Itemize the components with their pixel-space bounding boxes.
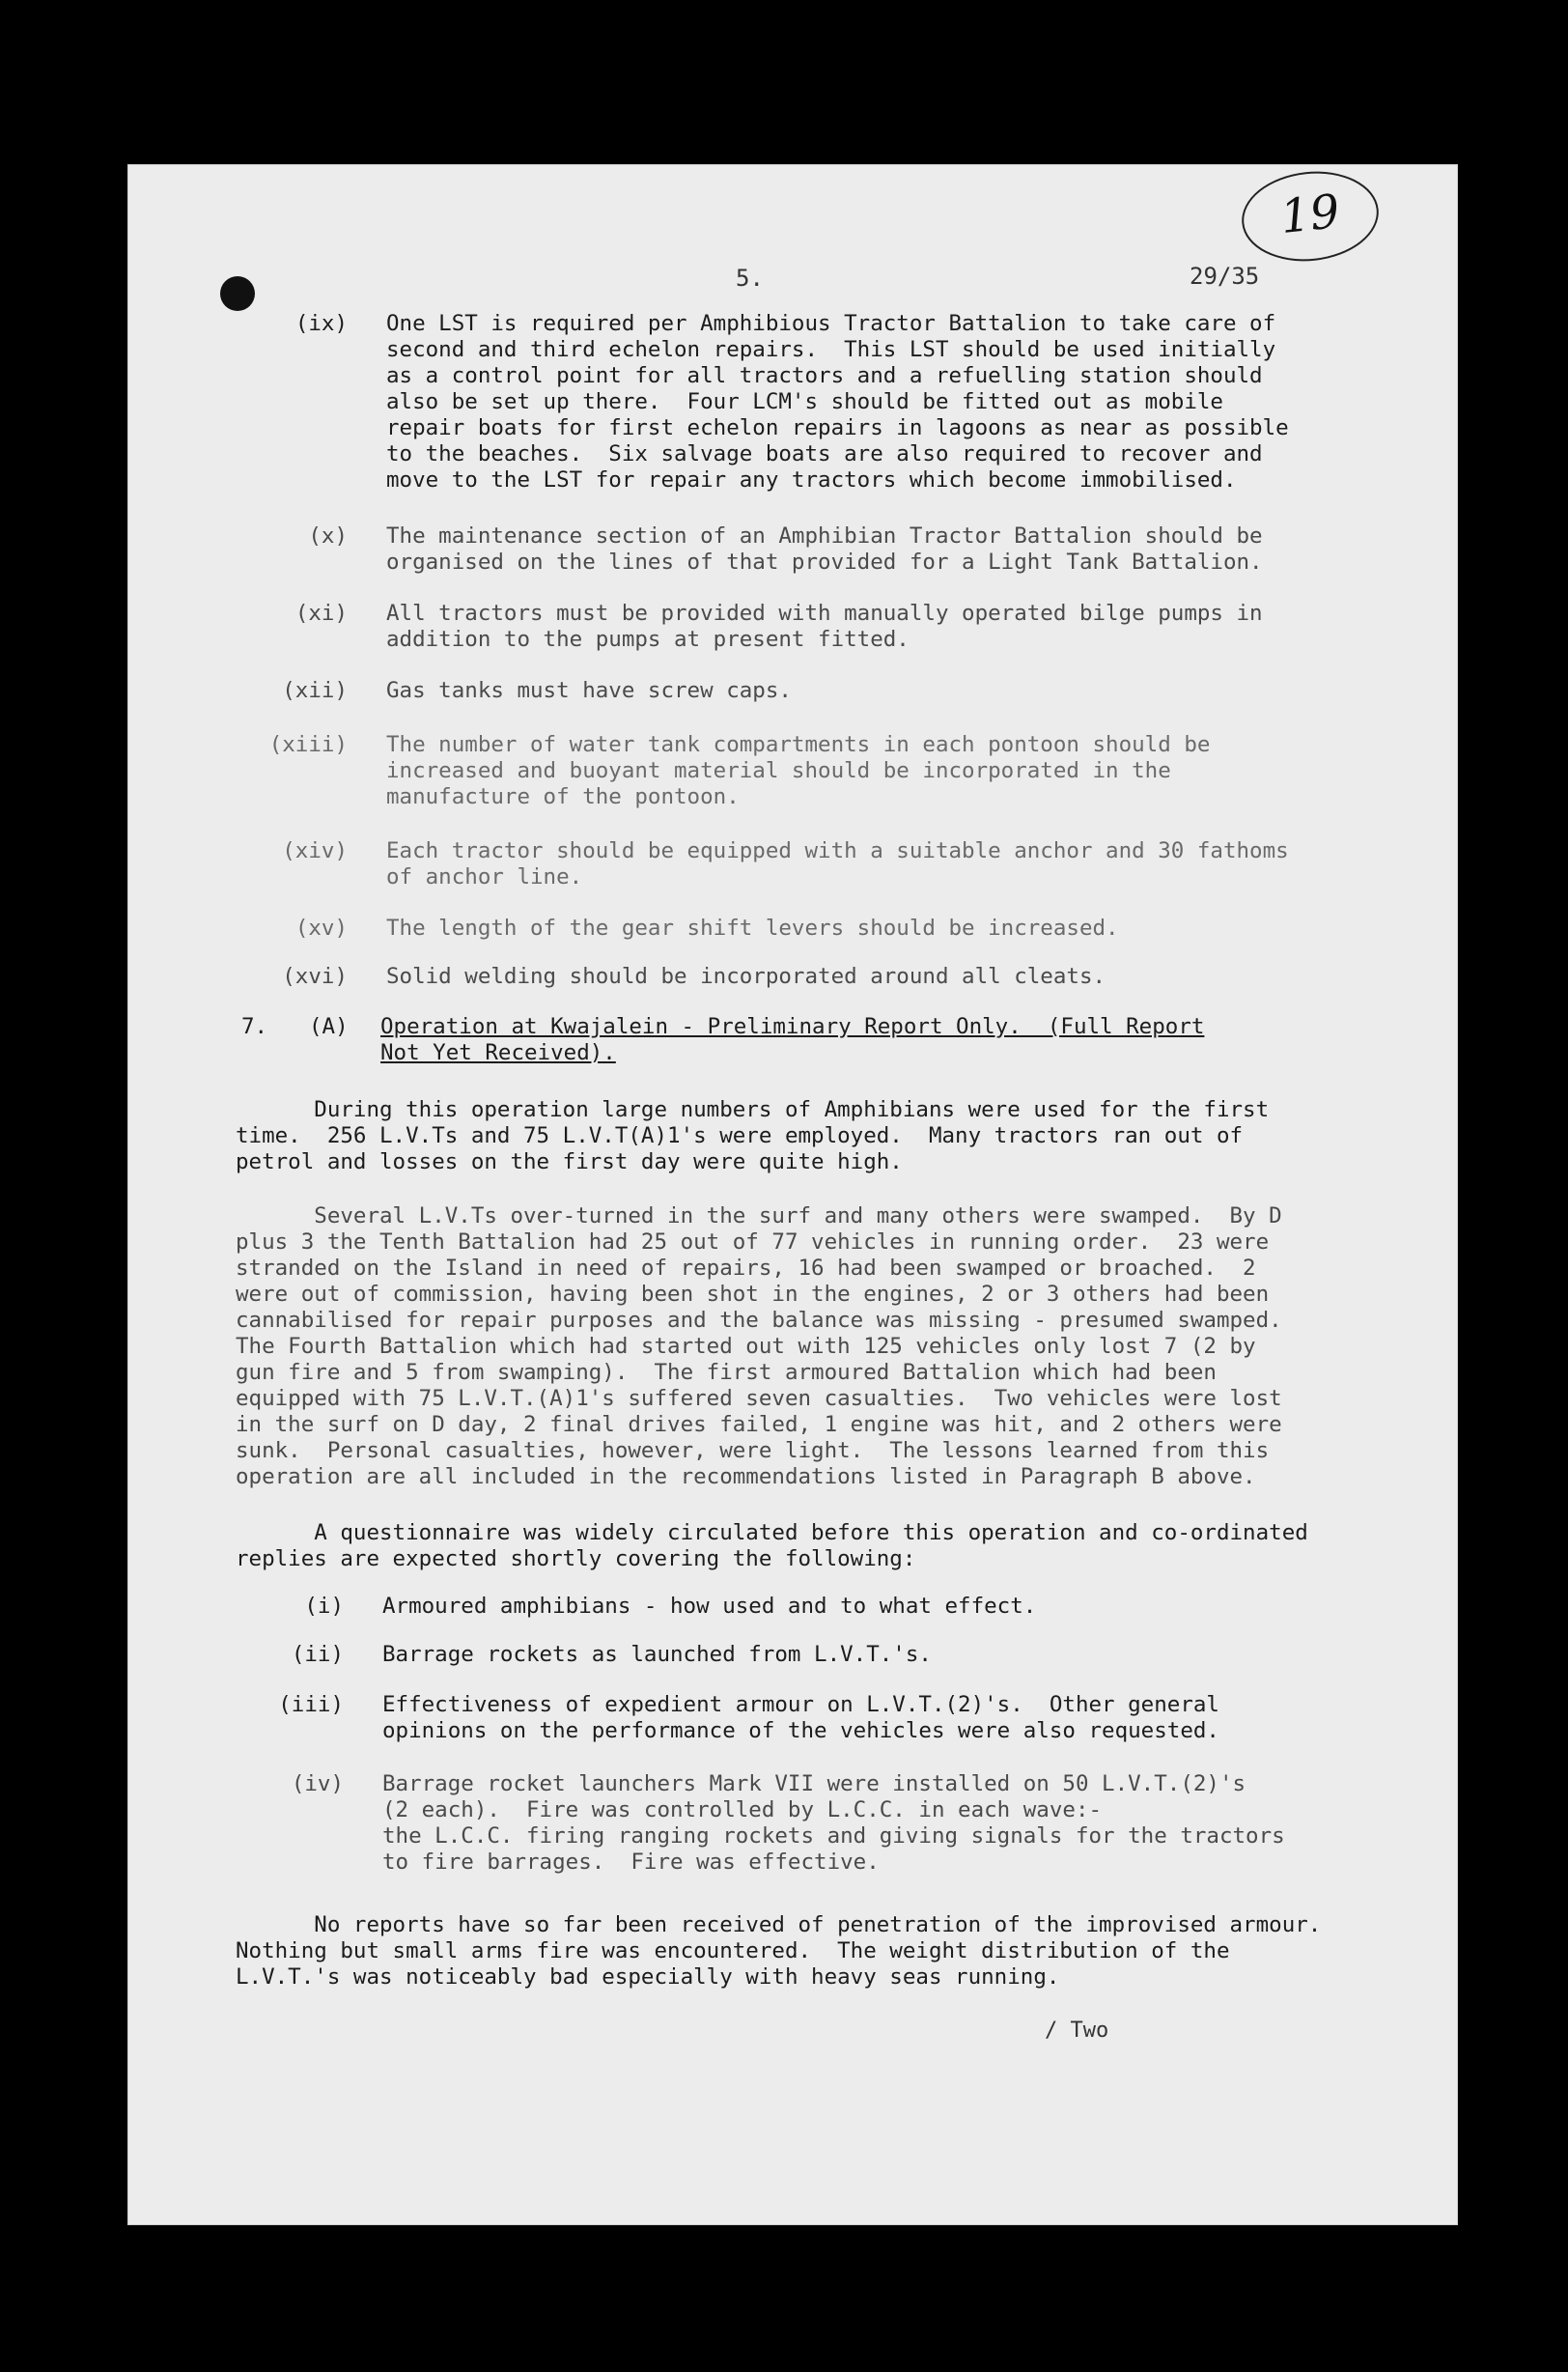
question-iii: [239, 1692, 1437, 1744]
paragraph-losses: Several L.V.Ts over-turned in the surf and many others were swamped. By D plus 3 the Tenth Battalion had 25 out of 77 vehicles in running order. 23 were stranded on the Island in need of repairs, 16 had been swamped or broached. 2 were out of commission, having been shot in the engines, 2 or 3 others had been cannabilised for repair purposes and the balance was missing - presumed swamped. The Fourth Battalion which had started out with 125 vehicles only lost 7 (2 by gun fire and 5 from swamping). The first armoured Battalion which had been equipped with 75 L.V.T.(A)1's suffered seven casualties. Two vehicles were lost in the surf on D day, 2 final drives failed, 1 engine was hit, and 2 others were sunk. Personal casualties, however, were light. The lessons learned from this operation are all included in the recommendations listed in Paragraph B above.: [236, 1203, 1282, 1489]
recommendation-xi: [243, 601, 1441, 653]
paragraph-closing: No reports have so far been received of penetration of the improvised armour. Nothing but small arms fire was encountered. The weight distribution of the L.V.T.'s was noticeably bad especially with heavy seas running.: [236, 1912, 1322, 1990]
recommendation-xii: [243, 678, 1441, 704]
section-number: 7.: [241, 1014, 268, 1039]
item-text: Effectiveness of expedient armour on L.V.T.(2)'s. Other general opinions on the performance of the vehicles were also requested.: [382, 1692, 1219, 1743]
folio-number: 19: [1277, 184, 1343, 245]
document-number: 29/35: [1190, 263, 1260, 290]
section-heading: Operation at Kwajalein - Preliminary Report Only. (Full Report Not Yet Received).: [380, 1014, 1205, 1065]
recommendation-xiv: [243, 838, 1441, 890]
folio-stamp: [1238, 165, 1384, 268]
punch-hole: [220, 276, 255, 311]
item-text: One LST is required per Amphibious Tractor Battalion to take care of second and third echelon repairs. This LST should be used initially as a control point for all tractors and a refuelling station should also be set up there. Four LCM's should be fitted out as mobile repair boats for first echelon repairs in lagoons as near as possible to the beaches. Six salvage boats are also required to recover and move to the LST for repair any tractors which become immobilised.: [386, 311, 1289, 493]
item-text: Gas tanks must have screw caps.: [386, 678, 792, 703]
recommendation-ix: [243, 311, 1441, 494]
item-text: The maintenance section of an Amphibian Tractor Battalion should be organised on the lines of that provided for a Light Tank Battalion.: [386, 523, 1263, 575]
question-i: [239, 1594, 1437, 1620]
item-number: (iii): [278, 1692, 344, 1717]
item-number: (xii): [282, 678, 348, 703]
item-number: (x): [308, 523, 348, 549]
question-iv: [239, 1771, 1437, 1876]
item-number: (ii): [291, 1642, 344, 1667]
item-text: All tractors must be provided with manually operated bilge pumps in addition to the pumps at present fitted.: [386, 601, 1263, 652]
item-number: (xiii): [268, 732, 348, 757]
item-number: (ix): [294, 311, 348, 336]
section-sub-number: (A): [309, 1014, 349, 1039]
item-text: Armoured amphibians - how used and to what effect.: [382, 1594, 1037, 1619]
item-text: Barrage rocket launchers Mark VII were installed on 50 L.V.T.(2)'s (2 each). Fire was controlled by L.C.C. in each wave:- the L.C.C. firing ranging rockets and giving signals for the tractors to fire barrages. Fire was effective.: [382, 1771, 1285, 1875]
item-text: Solid welding should be incorporated around all cleats.: [386, 964, 1106, 989]
paragraph-intro: During this operation large numbers of Amphibians were used for the first time. 256 L.V.Ts and 75 L.V.T(A)1's were employed. Many tractors ran out of petrol and losses on the first day were quite high.: [236, 1097, 1270, 1174]
recommendation-xiii: [243, 732, 1441, 810]
page-number: 5.: [736, 265, 764, 292]
item-number: (iv): [291, 1771, 344, 1796]
item-number: (xi): [294, 601, 348, 626]
recommendation-xv: [243, 916, 1441, 942]
item-number: (i): [304, 1594, 344, 1619]
question-ii: [239, 1642, 1437, 1668]
continuation-catchword: / Two: [1045, 2019, 1109, 2043]
item-number: (xv): [294, 916, 348, 941]
item-text: The number of water tank compartments in each pontoon should be increased and buoyant material should be incorporated in the manufacture of the pontoon.: [386, 732, 1211, 809]
item-text: The length of the gear shift levers should be increased.: [386, 916, 1119, 941]
recommendation-xvi: [243, 964, 1441, 990]
item-number: (xvi): [282, 964, 348, 989]
item-text: Barrage rockets as launched from L.V.T.'s.: [382, 1642, 932, 1667]
paragraph-questionnaire: A questionnaire was widely circulated before this operation and co-ordinated replies are expected shortly covering the following:: [236, 1520, 1308, 1571]
item-number: (xiv): [282, 838, 348, 863]
recommendation-x: [243, 523, 1441, 576]
item-text: Each tractor should be equipped with a suitable anchor and 30 fathoms of anchor line.: [386, 838, 1289, 890]
document-page: [127, 164, 1458, 2225]
